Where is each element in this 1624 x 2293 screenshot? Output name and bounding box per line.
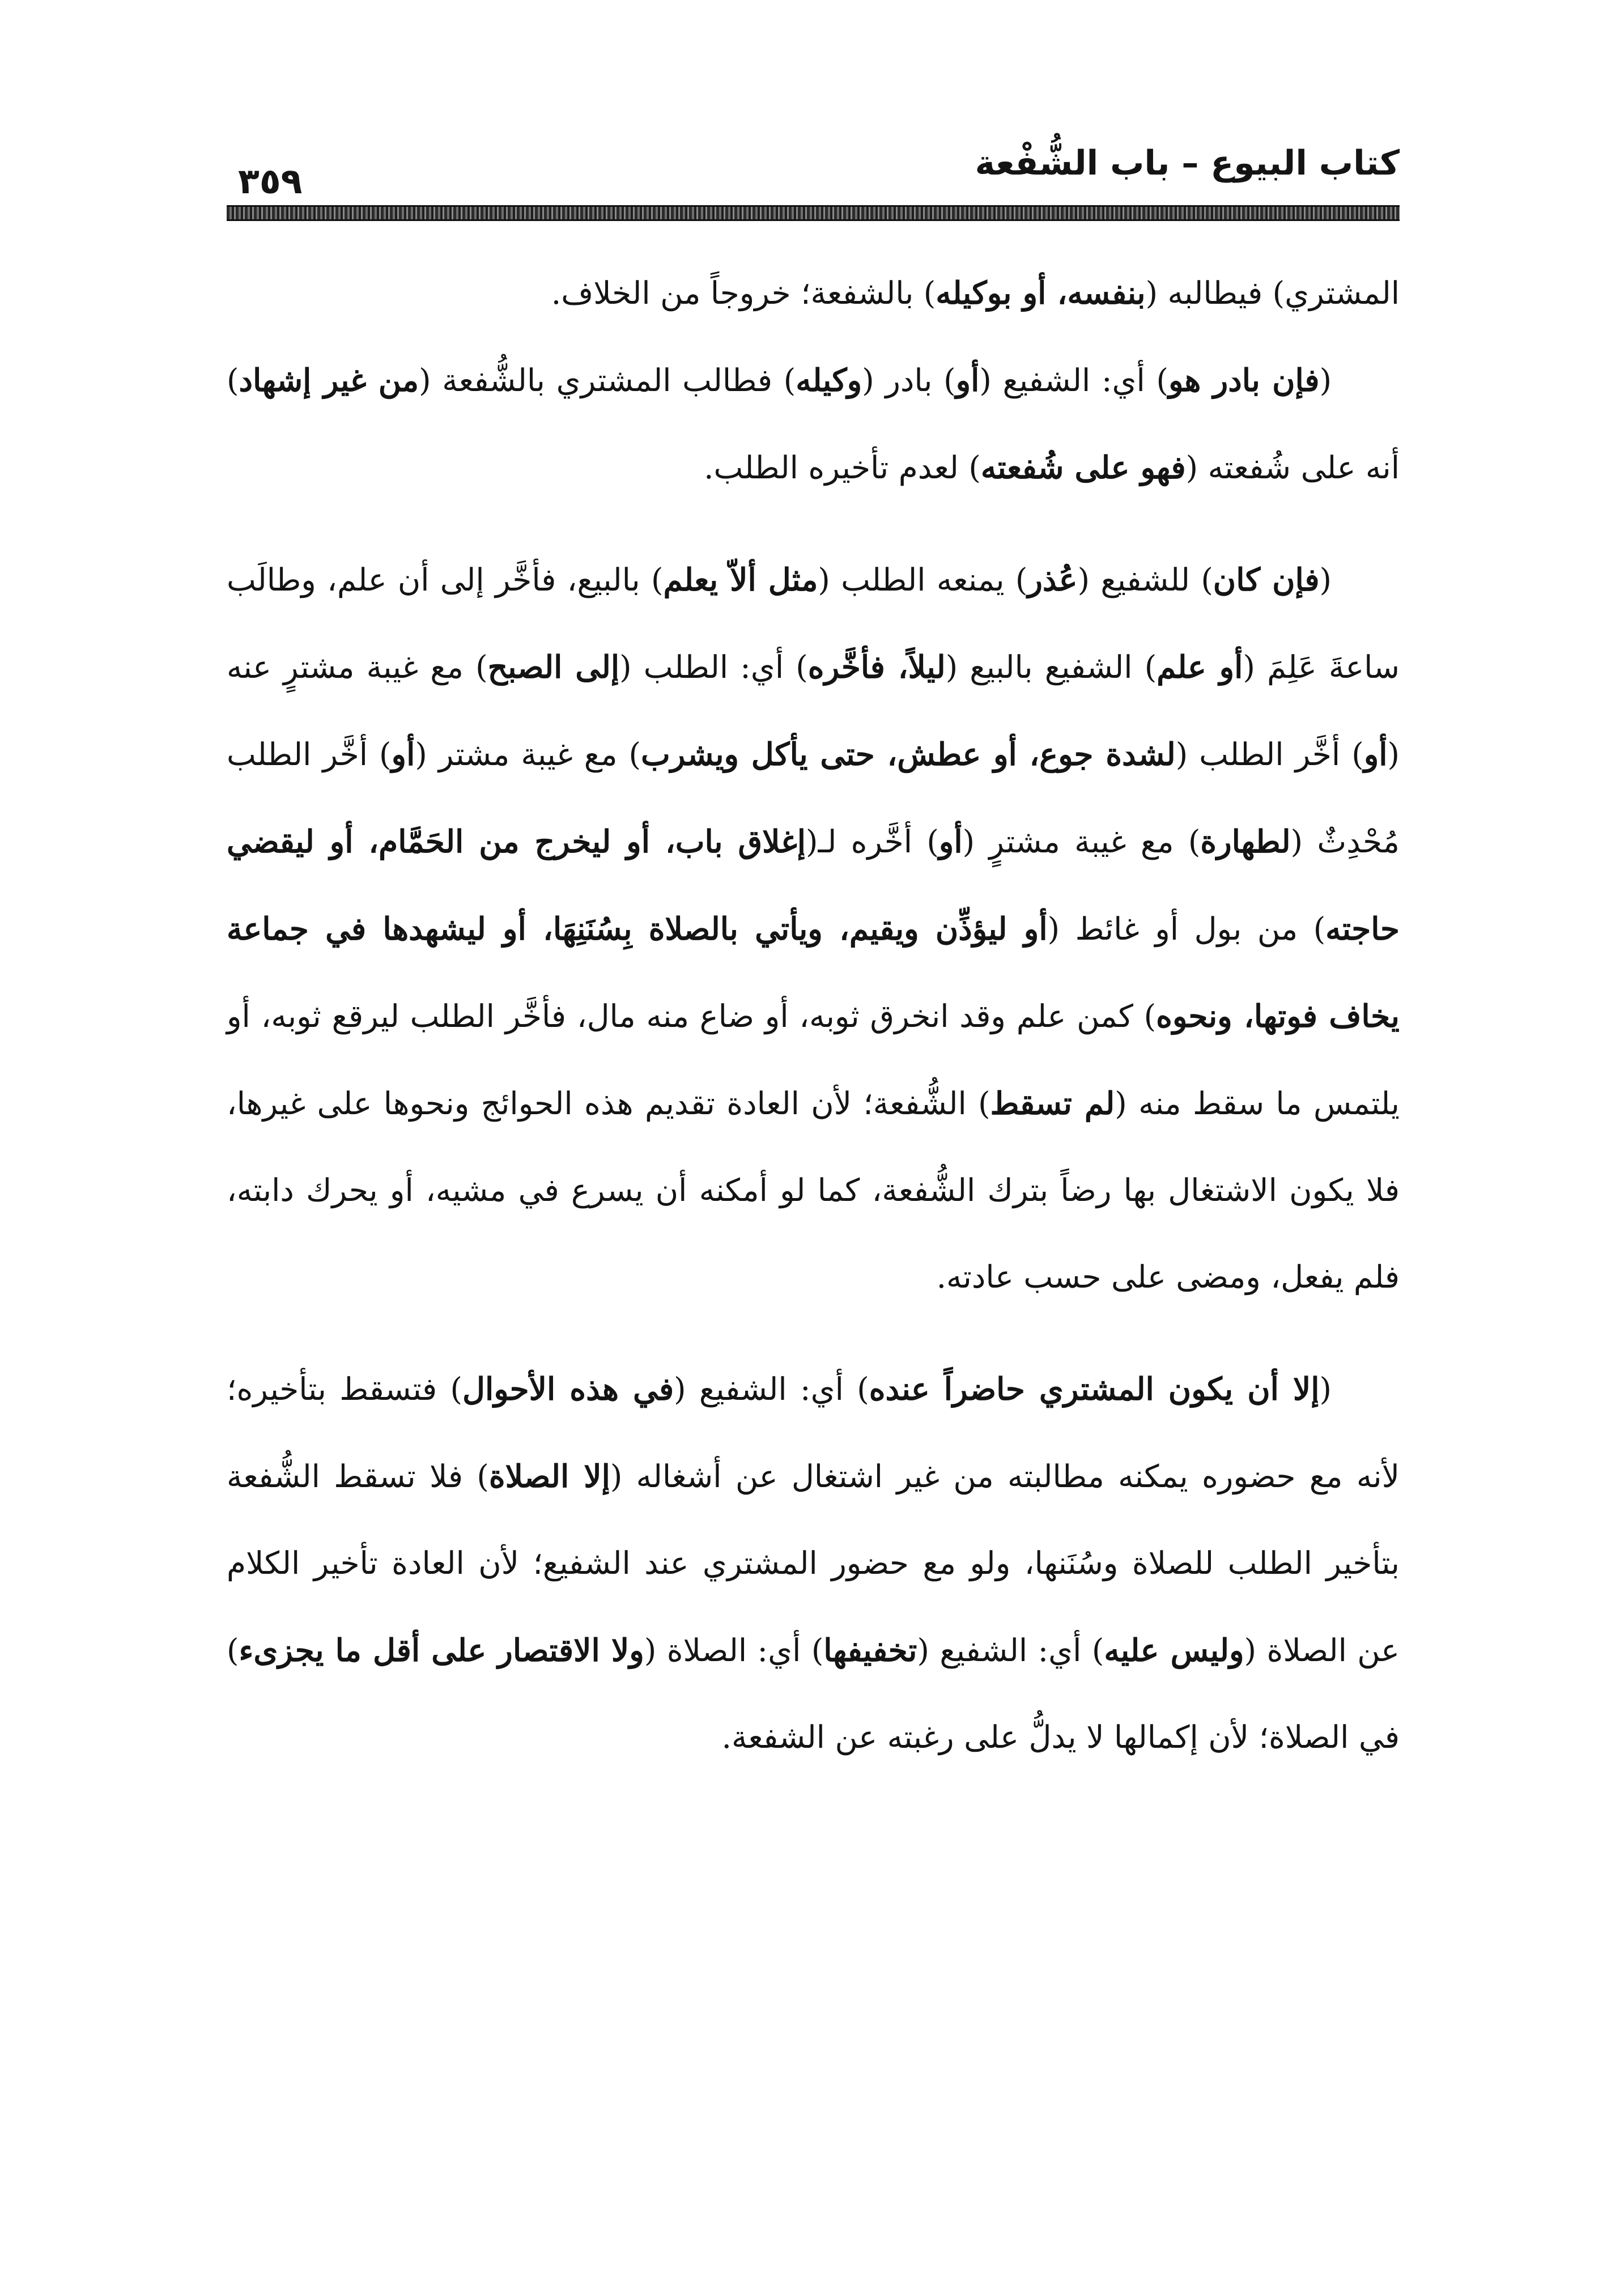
text-segment-bold: فإن بادر هو <box>1168 362 1320 398</box>
text-segment: ) أي: الشفيع ( <box>979 362 1168 398</box>
text-segment-bold: أو <box>391 736 415 772</box>
page-header <box>227 136 1400 210</box>
text-segment: ) للشفيع ( <box>1077 562 1213 598</box>
text-segment-bold: إلا الصلاة <box>488 1458 610 1494</box>
text-segment: ) أي: الشفيع ( <box>917 1632 1104 1668</box>
text-segment: ) أي: الطلب ( <box>619 649 808 685</box>
text-segment: ) أي: الصلاة ( <box>644 1632 824 1668</box>
text-segment: ) فطالب المشتري بالشُّفعة ( <box>419 362 796 398</box>
running-title: كتاب البيوع – باب الشُّفْعة <box>975 143 1400 183</box>
text-segment-bold: من غير إشهاد <box>239 362 419 398</box>
paragraph <box>227 337 1400 511</box>
text-segment: ) مع غيبة مشترٍ عنه ( <box>227 649 1400 772</box>
book-page <box>227 136 1400 2188</box>
text-segment-bold: أو <box>938 823 963 860</box>
paragraph <box>227 249 1400 337</box>
text-segment-bold: أو ليؤذِّن ويقيم، ويأتي بالصلاة بِسُنَنِهَا، أو ليشهدها في جماعة يخاف فوتها، ونحوه <box>227 910 1400 1034</box>
text-segment-bold: إلا أن يكون المشتري حاضراً عنده <box>869 1370 1320 1407</box>
text-segment: ) مع غيبة مشتر ( <box>415 736 641 772</box>
text-segment: ) كمن علم وقد انخرق ثوبه، أو ضاع منه مال، فأخَّر الطلب ليرقع ثوبه، أو يلتمس ما سقط منه ( <box>227 998 1400 1122</box>
text-segment: ) أي: الشفيع ( <box>674 1371 869 1407</box>
text-segment: ) بالبيع، فأخَّر إلى أن علم، وطالَب ساعةَ عَلِمَ ( <box>227 562 1400 685</box>
text-segment: ) فتسقط بتأخيره؛ لأنه مع حضوره يمكنه مطالبته من غير اشتغال عن أشغاله ( <box>227 1371 1400 1494</box>
text-segment-bold: في هذه الأحوال <box>462 1370 674 1407</box>
text-segment-bold: عُذر <box>1027 561 1078 598</box>
text-segment-bold: لم تسقط <box>990 1085 1115 1122</box>
paragraph <box>227 1345 1400 1781</box>
text-segment: ) مع غيبة مشترٍ ( <box>962 823 1201 860</box>
text-segment: ( <box>1319 1371 1332 1407</box>
text-segment: ) بادر ( <box>862 362 956 398</box>
text-segment: ( <box>1319 562 1332 598</box>
text-segment: ) يمنعه الطلب ( <box>818 562 1028 598</box>
body-text <box>227 249 1400 1781</box>
text-segment-bold: تخفيفها <box>823 1632 917 1668</box>
paragraph <box>227 536 1400 1320</box>
text-segment-bold: إلى الصبح <box>487 648 620 685</box>
text-segment: ) الشفيع بالبيع ( <box>945 649 1157 685</box>
text-segment: ) لعدم تأخيره الطلب. <box>704 449 981 486</box>
text-segment-bold: وليس عليه <box>1104 1632 1244 1668</box>
text-segment: ) في الصلاة؛ لأن إكمالها لا يدلُّ على رغبته عن الشفعة. <box>227 1632 1400 1755</box>
text-segment-bold: أو علم <box>1157 648 1243 685</box>
text-segment-bold: لطهارة <box>1200 823 1291 860</box>
text-segment-bold: فهو على شُفعته <box>980 449 1186 486</box>
text-segment-bold: إغلاق باب، أو ليخرج من الحَمَّام، أو ليقضي حاجته <box>227 823 1400 947</box>
page-number: ٣٥٩ <box>238 160 303 202</box>
text-segment: المشتري) فيطالبه ( <box>1145 275 1400 311</box>
text-segment: ) الشُّفعة؛ لأن العادة تقديم هذه الحوائج ونحوها على غيرها، فلا يكون الاشتغال بها رضاً بترك الشُّفعة، كما لو أمكنه أن يسرع في مشيه، أو يحرك دابته، فلم يفعل، ومضى على حسب عادته. <box>227 1085 1400 1295</box>
text-segment: ) أخَّر الطلب مُحْدِثٌ ( <box>227 736 1400 860</box>
text-segment: ) من بول أو غائط ( <box>1047 911 1326 947</box>
text-segment-bold: مثل ألاّ يعلم <box>663 561 818 598</box>
text-segment-bold: وكيله <box>796 362 862 398</box>
text-segment: ) بالشفعة؛ خروجاً من الخلاف. <box>551 275 936 311</box>
text-segment: ( <box>1319 362 1332 398</box>
text-segment-bold: فإن كان <box>1213 561 1320 598</box>
text-segment-bold: بنفسه، أو بوكيله <box>936 274 1146 311</box>
text-segment: ) فلا تسقط الشُّفعة بتأخير الطلب للصلاة وسُنَنها، ولو مع حضور المشتري عند الشفيع؛ لأن العادة تأخير الكلام عن الصلاة ( <box>227 1458 1400 1668</box>
text-segment-bold: أو <box>1363 736 1388 772</box>
text-segment-bold: أو <box>955 362 980 398</box>
text-segment: ) أنه على شُفعته ( <box>227 362 1400 486</box>
header-rule <box>227 205 1400 221</box>
text-segment: ) أخَّر الطلب ( <box>1175 736 1364 772</box>
text-segment-bold: لشدة جوع، أو عطش، حتى يأكل ويشرب <box>641 736 1176 772</box>
text-segment-bold: ولا الاقتصار على أقل ما يجزىء <box>239 1632 644 1668</box>
text-segment: ) أخَّره لـ( <box>806 823 939 860</box>
text-segment-bold: ليلاً، فأخَّره <box>807 648 946 685</box>
